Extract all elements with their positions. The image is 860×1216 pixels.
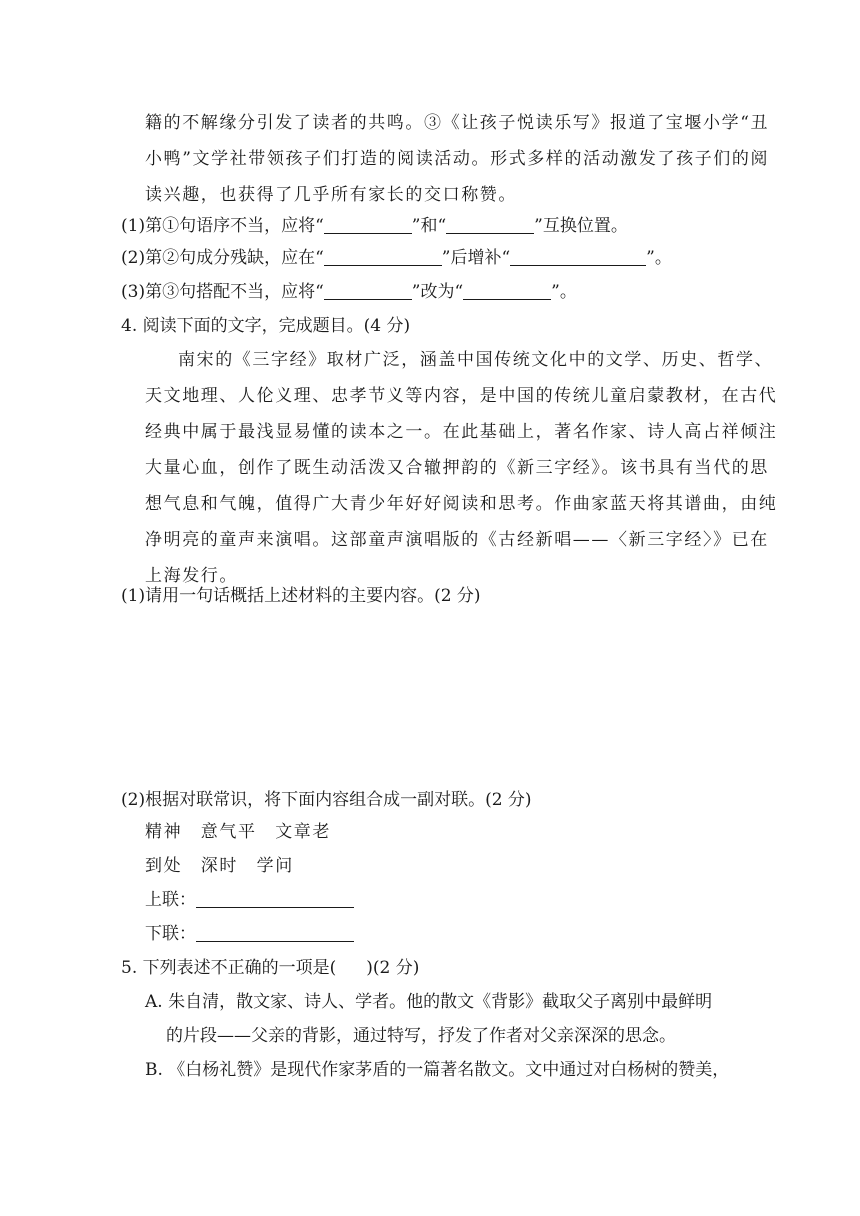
q5-option-b-line-1: B. 《白杨礼赞》是现代作家茅盾的一篇著名散文。文中通过对白杨树的赞美， — [145, 1060, 730, 1080]
lower-couplet-row — [145, 922, 354, 946]
q4-passage-line-6: 净明亮的童声来演唱。这部童声演唱版的《古经新唱——〈新三字经〉》已在 — [145, 530, 769, 550]
q3-item-2-text-b: ”后增补“ — [441, 248, 511, 268]
q3-item-2 — [121, 246, 672, 270]
couplet-words-row-1: 精神 意气平 文章老 — [145, 822, 331, 842]
q4-passage-line-1: 南宋的《三字经》取材广泛，涵盖中国传统文化中的文学、历史、哲学、 — [178, 350, 774, 370]
q3-item-1 — [121, 214, 628, 238]
q3-item-2-text-a: (2)第②句成分残缺，应在“ — [121, 248, 324, 268]
answer-blank[interactable] — [510, 247, 646, 266]
q5-heading — [121, 956, 419, 980]
upper-couplet-row — [145, 888, 354, 912]
upper-couplet-blank[interactable] — [196, 889, 354, 908]
q3-passage-line-3: 读兴趣，也获得了几乎所有家长的交口称赞。 — [145, 185, 517, 205]
q3-item-3-text-b: ”改为“ — [411, 282, 464, 302]
answer-blank[interactable] — [324, 247, 442, 266]
answer-blank[interactable] — [446, 215, 534, 234]
q3-item-1-text-b: ”和“ — [411, 216, 447, 236]
q4-passage-line-5: 想气息和气魄，值得广大青少年好好阅读和思考。作曲家蓝天将其谱曲，由纯 — [145, 494, 778, 514]
q4-passage-line-2: 天文地理、人伦义理、忠孝节义等内容，是中国的传统儿童启蒙教材，在古代 — [145, 386, 778, 406]
answer-blank[interactable] — [324, 215, 412, 234]
q4-passage-line-4: 大量心血，创作了既生动活泼又合辙押韵的《新三字经》。该书具有当代的思 — [145, 458, 769, 478]
couplet-words-row-2: 到处 深时 学问 — [145, 856, 294, 876]
q3-item-1-text-c: ”互换位置。 — [534, 216, 628, 236]
q3-passage-line-1: 籍的不解缘分引发了读者的共鸣。③《让孩子悦读乐写》报道了宝堰小学“丑 — [145, 113, 770, 133]
lower-couplet-label: 下联： — [145, 924, 196, 944]
q5-option-a-line-2: 的片段——父亲的背影，通过特写，抒发了作者对父亲深深的思念。 — [166, 1026, 676, 1046]
q5-heading-text-b: )(2 分) — [366, 958, 420, 978]
q3-item-3-text-c: ”。 — [551, 282, 577, 302]
q4-passage-line-7: 上海发行。 — [145, 566, 238, 586]
lower-couplet-blank[interactable] — [196, 923, 354, 942]
q3-item-3-text-a: (3)第③句搭配不当，应将“ — [121, 282, 324, 302]
q3-item-2-text-c: ”。 — [646, 248, 672, 268]
q4-sub2: (2)根据对联常识，将下面内容组合成一副对联。(2 分) — [121, 790, 532, 810]
q5-heading-text-a: 5. 下列表述不正确的一项是( — [121, 958, 337, 978]
q3-item-3 — [121, 280, 577, 304]
upper-couplet-label: 上联： — [145, 890, 196, 910]
answer-blank[interactable] — [463, 281, 551, 300]
q4-sub1: (1)请用一句话概括上述材料的主要内容。(2 分) — [121, 586, 481, 606]
q4-heading: 4. 阅读下面的文字，完成题目。(4 分) — [121, 316, 411, 336]
q4-passage-line-3: 经典中属于最浅显易懂的读本之一。在此基础上，著名作家、诗人高占祥倾注 — [145, 422, 778, 442]
q3-passage-line-2: 小鸭”文学社带领孩子们打造的阅读活动。形式多样的活动激发了孩子们的阅 — [145, 149, 770, 169]
q5-option-a-line-1: A. 朱自清，散文家、诗人、学者。他的散文《背影》截取父子离别中最鲜明 — [145, 992, 713, 1012]
q3-item-1-text-a: (1)第①句语序不当，应将“ — [121, 216, 324, 236]
answer-blank[interactable] — [324, 281, 412, 300]
